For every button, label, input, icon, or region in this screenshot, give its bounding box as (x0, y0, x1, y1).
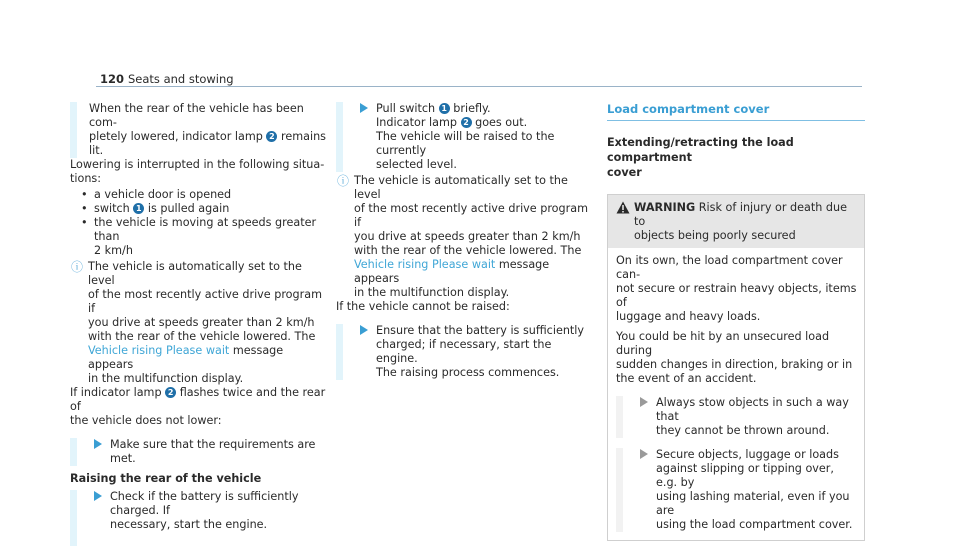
section-heading: Load compartment cover (607, 102, 865, 121)
marker-2: 2 (461, 117, 472, 128)
list-item: • switch 1 is pulled again (70, 202, 326, 216)
interrupt-list (70, 188, 326, 258)
list-item: • the vehicle is moving at speeds greater than 2 km/h (70, 216, 326, 258)
step-arrow-icon (94, 491, 102, 501)
step-arrow-icon (640, 449, 648, 459)
column-right (607, 102, 865, 541)
warning-icon (616, 201, 630, 214)
interrupt-text: Lowering is interrupted in the following situa- tions: (70, 158, 325, 185)
step-arrow-icon (94, 439, 102, 449)
info-note: ⓘ The vehicle is automatically set to the level of the most recently active drive program if you drive at speeds greater than 2 km/h with the rear of the vehicle lowered. The Vehicle rising Please wait message appears in the multifunction display. (337, 174, 588, 299)
marker-1: 1 (133, 203, 144, 214)
info-icon: ⓘ (337, 174, 350, 188)
marker-1: 1 (439, 103, 450, 114)
intro-paragraph: When the rear of the vehicle has been com- pletely lowered, indicator lamp 2 remains lit. (70, 102, 326, 158)
subheading: Raising the rear of the vehicle (70, 472, 262, 485)
info-note: ⓘ The vehicle is automatically set to the level of the most recently active drive program if you drive at speeds greater than 2 km/h with the rear of the vehicle lowered. The Vehicle rising Please wait message appears in the multifunction display. (71, 260, 322, 385)
flash-text: If indicator lamp 2 flashes twice and the rear of the vehicle does not lower: (70, 386, 326, 427)
cannot-text: If the vehicle cannot be raised: (336, 300, 510, 313)
subheading: Extending/retracting the load compartment cover (607, 136, 794, 179)
display-message: Vehicle rising Please wait (88, 344, 230, 357)
column-left (70, 102, 326, 546)
page-number: 120 (100, 72, 125, 86)
display-message: Vehicle rising Please wait (354, 258, 496, 271)
marker-2: 2 (165, 387, 176, 398)
step-item: Pull switch 1 briefly. Indicator lamp 2 goes out. The vehicle will be raised to the currently selected level. (336, 102, 588, 172)
list-item: • a vehicle door is opened (70, 188, 326, 202)
column-middle (336, 102, 588, 380)
section-title: Seats and stowing (128, 72, 234, 86)
marker-2: 2 (266, 131, 277, 142)
step-item: Check if the battery is sufficiently charged. If necessary, start the engine. (70, 490, 326, 546)
warning-label: WARNING (634, 201, 696, 214)
warning-body: On its own, the load compartment cover can- not secure or restrain heavy objects, items of luggage and heavy loads. You could be hit by an unsecured load during sudden changes in direction, braking or in the event of an accident. Always stow objects in such a way that they cannot be thrown around. Secure objects, luggage or loads against slipping or tipping over, e.g. by using lashing material, even if you are using the load compartment cover. (616, 254, 857, 531)
warning-header: WARNING Risk of injury or death due to objects being poorly secured (608, 195, 864, 248)
step-arrow-icon (640, 397, 648, 407)
step-item: Secure objects, luggage or loads against slipping or tipping over, e.g. by using lashing material, even if you are using the load compartment cover. (616, 448, 858, 532)
info-icon: ⓘ (71, 260, 84, 274)
step-item: Always stow objects in such a way that they cannot be thrown around. (616, 396, 858, 438)
step-item: Make sure that the requirements are met. (70, 438, 326, 466)
warning-box (607, 194, 865, 541)
header-rule (96, 86, 862, 87)
step-item: Ensure that the battery is sufficiently charged; if necessary, start the engine. The raising process commences. (336, 324, 588, 380)
step-arrow-icon (360, 103, 368, 113)
step-arrow-icon (360, 325, 368, 335)
